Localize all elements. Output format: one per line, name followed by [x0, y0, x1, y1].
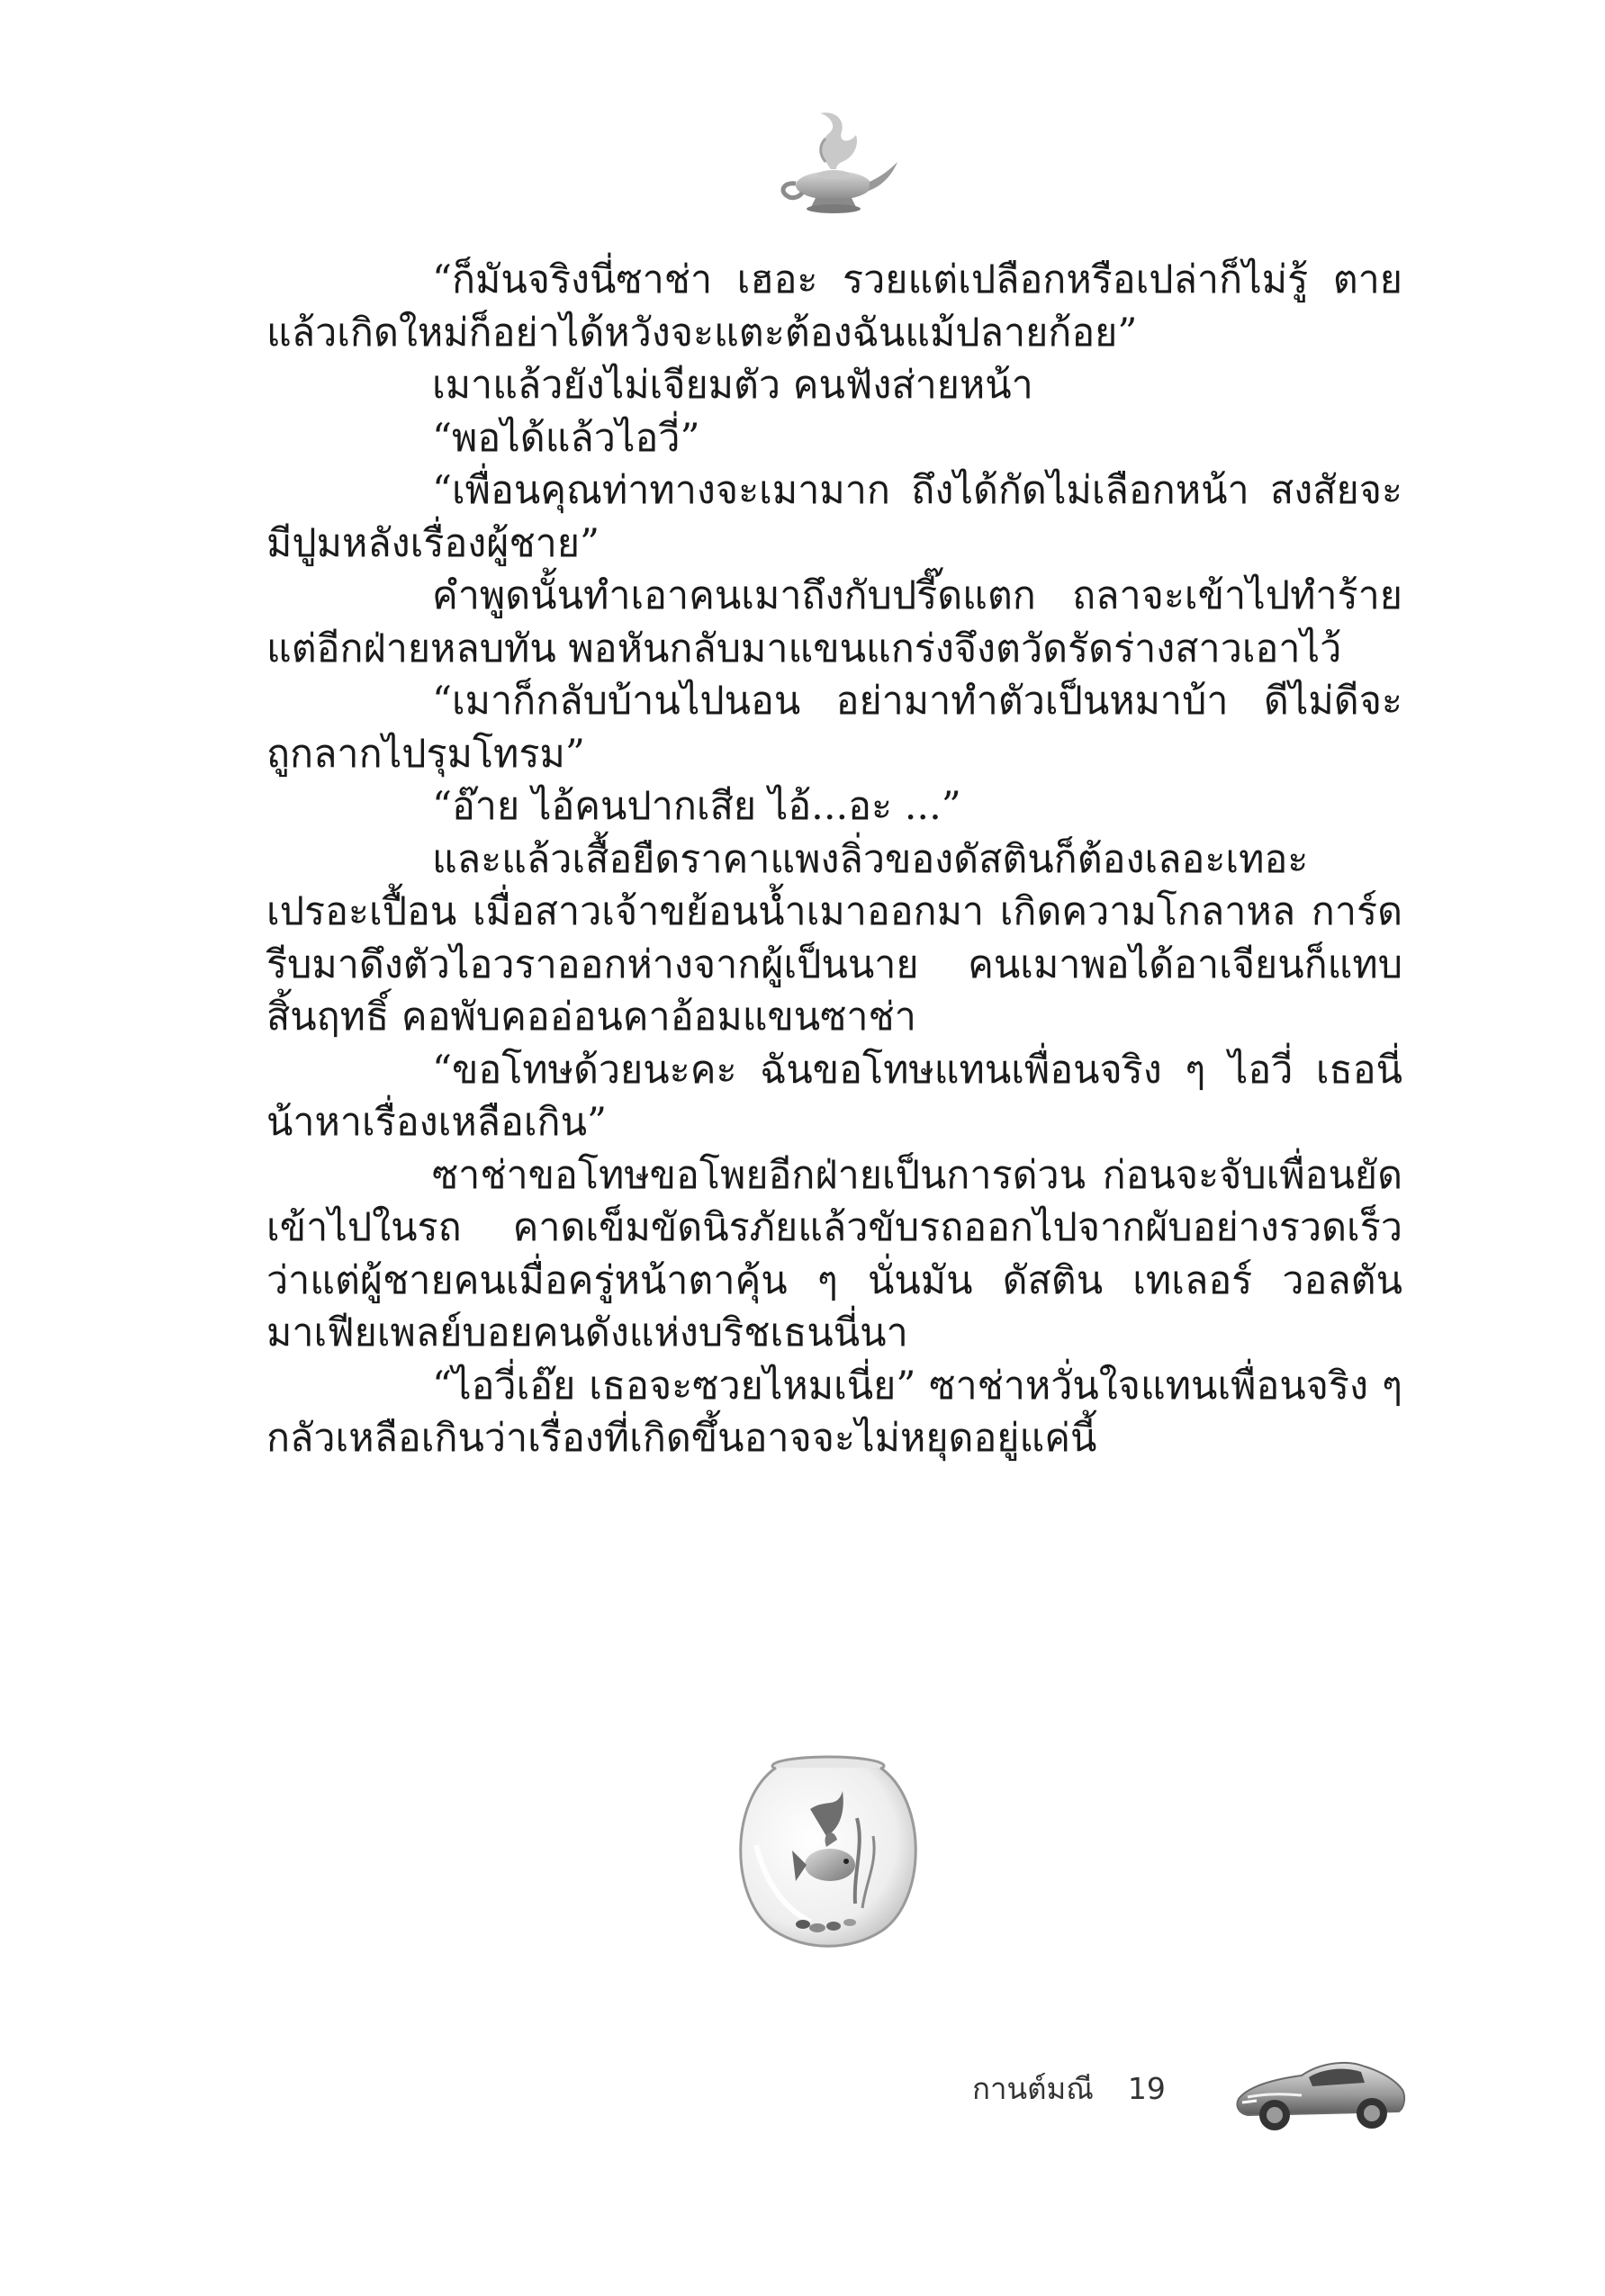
paragraph: “เมาก็กลับบ้านไปนอน อย่ามาทำตัวเป็นหมาบ้า ดีไม่ดีจะถูกลากไปรุมโทรม”	[266, 679, 1402, 777]
paragraph: และแล้วเสื้อยืดราคาแพงลิ่วของดัสตินก็ต้องเลอะเทอะเปรอะเปื้อน เมื่อสาวเจ้าขย้อนน้ำเมาออกมา เกิดความโกลาหล การ์ดรีบมาดึงตัวไอวราออกห่างจากผู้เป็นนาย คนเมาพอได้อาเจียนก็แทบสิ้นฤทธิ์ คอพับคออ่อนคาอ้อมแขนซาช่า	[266, 836, 1402, 1040]
paragraph: “ไอวี่เอ๊ย เธอจะซวยไหมเนี่ย” ซาช่าหวั่นใจแทนเพื่อนจริง ๆ กลัวเหลือเกินว่าเรื่องที่เกิดขึ้นอาจจะไม่หยุดอยู่แค่นี้	[266, 1363, 1402, 1461]
paragraph: “พอได้แล้วไอวี่”	[432, 415, 700, 461]
page-footer	[972, 2061, 1166, 2115]
author-name: กานต์มณี	[972, 2070, 1094, 2106]
fishbowl-icon	[720, 1746, 936, 1953]
paragraph: “ก็มันจริงนี่ซาช่า เฮอะ รวยแต่เปลือกหรือเปล่าก็ไม่รู้ ตายแล้วเกิดใหม่ก็อย่าได้หวังจะแตะต้องฉันแม้ปลายก้อย”	[266, 257, 1402, 356]
paragraph: “อ๊าย ไอ้คนปากเสีย ไอ้...อะ ...”	[432, 784, 961, 829]
paragraph: ซาช่าขอโทษขอโพยอีกฝ่ายเป็นการด่วน ก่อนจะจับเพื่อนยัดเข้าไปในรถ คาดเข็มขัดนิรภัยแล้วขับรถออกไปจากผับอย่างรวดเร็ว ว่าแต่ผู้ชายคนเมื่อครู่หน้าตาคุ้น ๆ นั่นมัน ดัสติน เทเลอร์ วอลตัน มาเฟียเพลย์บอยคนดังแห่งบริชเธนนี่นา	[266, 1152, 1402, 1355]
sports-car-icon	[1230, 2043, 1410, 2142]
page-number: 19	[1127, 2070, 1166, 2106]
paragraph: “ขอโทษด้วยนะคะ ฉันขอโทษแทนเพื่อนจริง ๆ ไอวี่ เธอนี่น้าหาเรื่องเหลือเกิน”	[266, 1047, 1402, 1145]
story-text	[266, 254, 1402, 1465]
paragraph: “เพื่อนคุณท่าทางจะเมามาก ถึงได้กัดไม่เลือกหน้า สงสัยจะมีปูมหลังเรื่องผู้ชาย”	[266, 468, 1402, 566]
paragraph: คำพูดนั้นทำเอาคนเมาถึงกับปรี๊ดแตก ถลาจะเข้าไปทำร้าย แต่อีกฝ่ายหลบทัน พอหันกลับมาแขนแกร่งจึงตวัดรัดร่างสาวเอาไว้	[266, 573, 1402, 671]
magic-lamp-icon	[766, 106, 901, 223]
paragraph: เมาแล้วยังไม่เจียมตัว คนฟังส่ายหน้า	[432, 363, 1033, 408]
